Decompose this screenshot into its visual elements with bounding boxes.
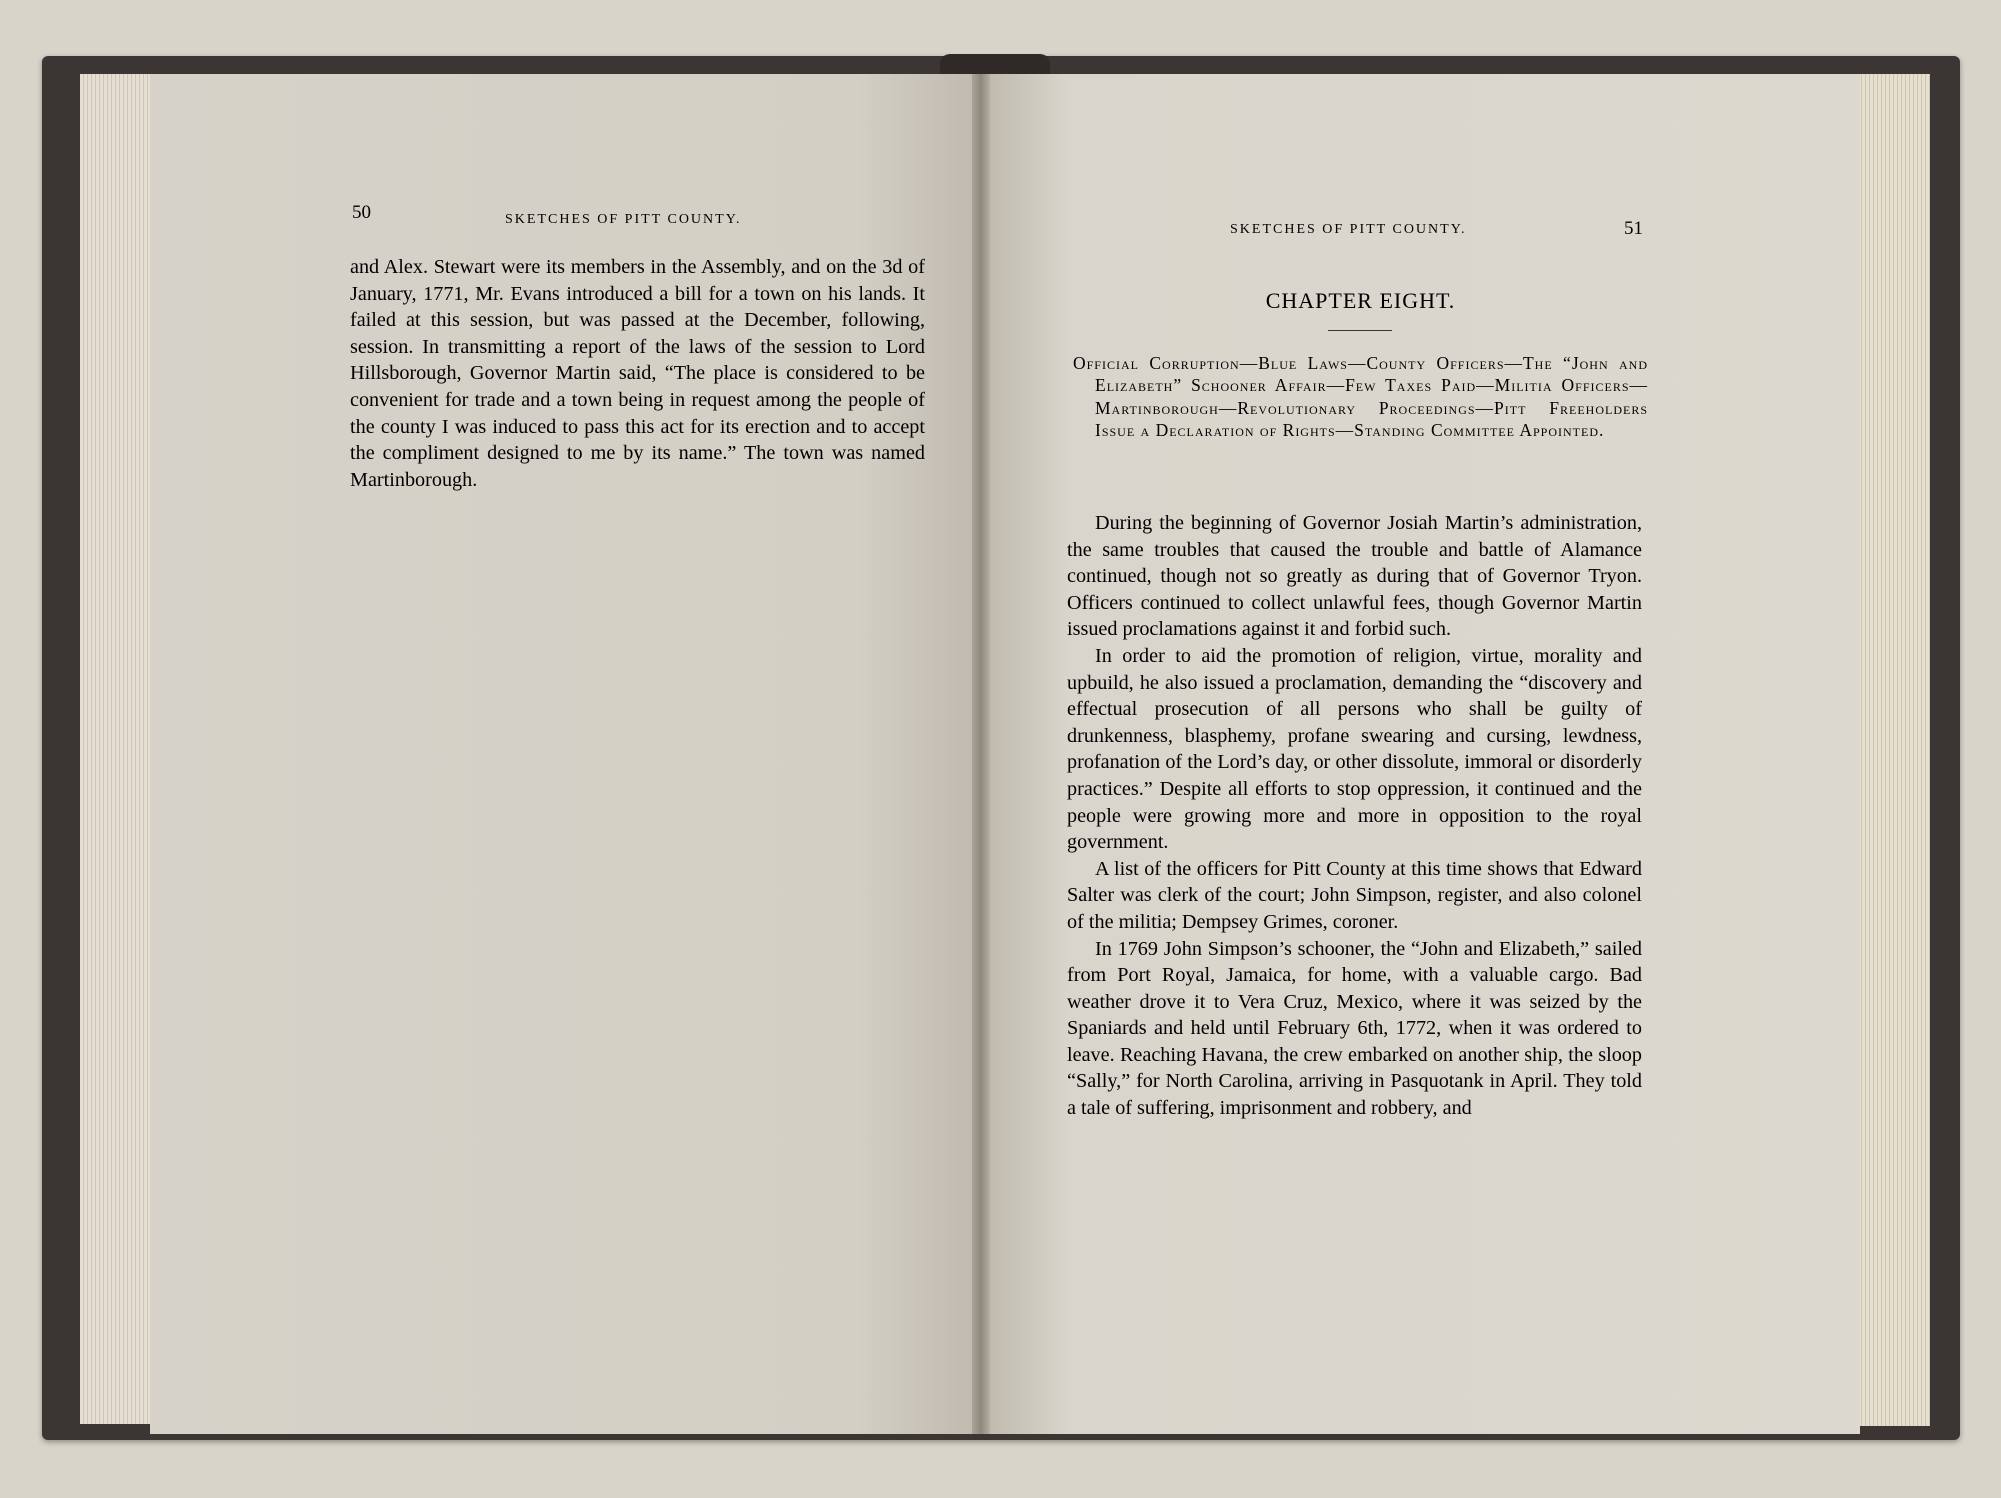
right-page-edges	[1858, 74, 1930, 1426]
book-gutter	[972, 74, 990, 1434]
right-paragraph-1: During the beginning of Governor Josiah Martin’s administration, the same troubles that caused the trouble and battle of Alamance continued, though not so greatly as during that of Governor Tryon. Officers continued to collect unlawful fees, though Governor Martin issued proclamations against it and forbid such.	[1067, 512, 1642, 641]
right-running-header: SKETCHES OF PITT COUNTY.	[1230, 222, 1467, 237]
left-paragraph: and Alex. Stewart were its members in the Assembly, and on the 3d of January, 1771, Mr. Evans introduced a bill for a town on his lands. It failed at this session, but was passed at the December, following, session. In transmitting a report of the laws of the session to Lord Hillsborough, Governor Martin said, “The place is considered to be convenient for trade and a town being in request among the people of the county I was induced to pass this act for its erection and to accept the compliment designed to me by its name.” The town was named Martinborough.	[350, 256, 925, 491]
right-paragraph-2: In order to aid the promotion of religion, virtue, morality and upbuild, he also issued a proclamation, demanding the “discovery and effectual prosecution of all persons who shall be guilty of drunkenness, blasphemy, profane swearing and cursing, lewdness, profanation of the Lord’s day, or other dissolute, immoral or disorderly practices.” Despite all efforts to stop oppression, it continued and the people were growing more and more in opposition to the royal government.	[1067, 644, 1642, 854]
left-body-text	[350, 254, 925, 493]
chapter-rule	[1328, 330, 1392, 331]
right-body-text	[1067, 510, 1642, 1122]
chapter-summary: Official Corruption—Blue Laws—County Officers—The “John and Elizabeth” Schooner Affair—Few Taxes Paid—Militia Officers—Martinborough—Revolutionary Proceedings—Pitt Freeholders Issue a Declaration of Rights—Standing Committee Appointed.	[1073, 353, 1648, 440]
left-page-edges	[80, 74, 152, 1424]
chapter-title: CHAPTER EIGHT.	[1265, 288, 1456, 313]
left-page-number: 50	[352, 202, 371, 223]
right-page-number: 51	[1624, 218, 1643, 239]
right-paragraph-3: A list of the officers for Pitt County at this time shows that Edward Salter was clerk of the court; John Simpson, register, and also colonel of the militia; Dempsey Grimes, coroner.	[1067, 857, 1642, 933]
left-running-header: SKETCHES OF PITT COUNTY.	[505, 212, 742, 227]
right-paragraph-4: In 1769 John Simpson’s schooner, the “John and Elizabeth,” sailed from Port Royal, Jamaica, for home, with a valuable cargo. Bad weather drove it to Vera Cruz, Mexico, where it was seized by the Spaniards and held until February 6th, 1772, when it was ordered to leave. Reaching Havana, the crew embarked on another ship, the sloop “Sally,” for North Carolina, arriving in Pasquotank in April. They told a tale of suffering, imprisonment and robbery, and	[1067, 937, 1642, 1120]
